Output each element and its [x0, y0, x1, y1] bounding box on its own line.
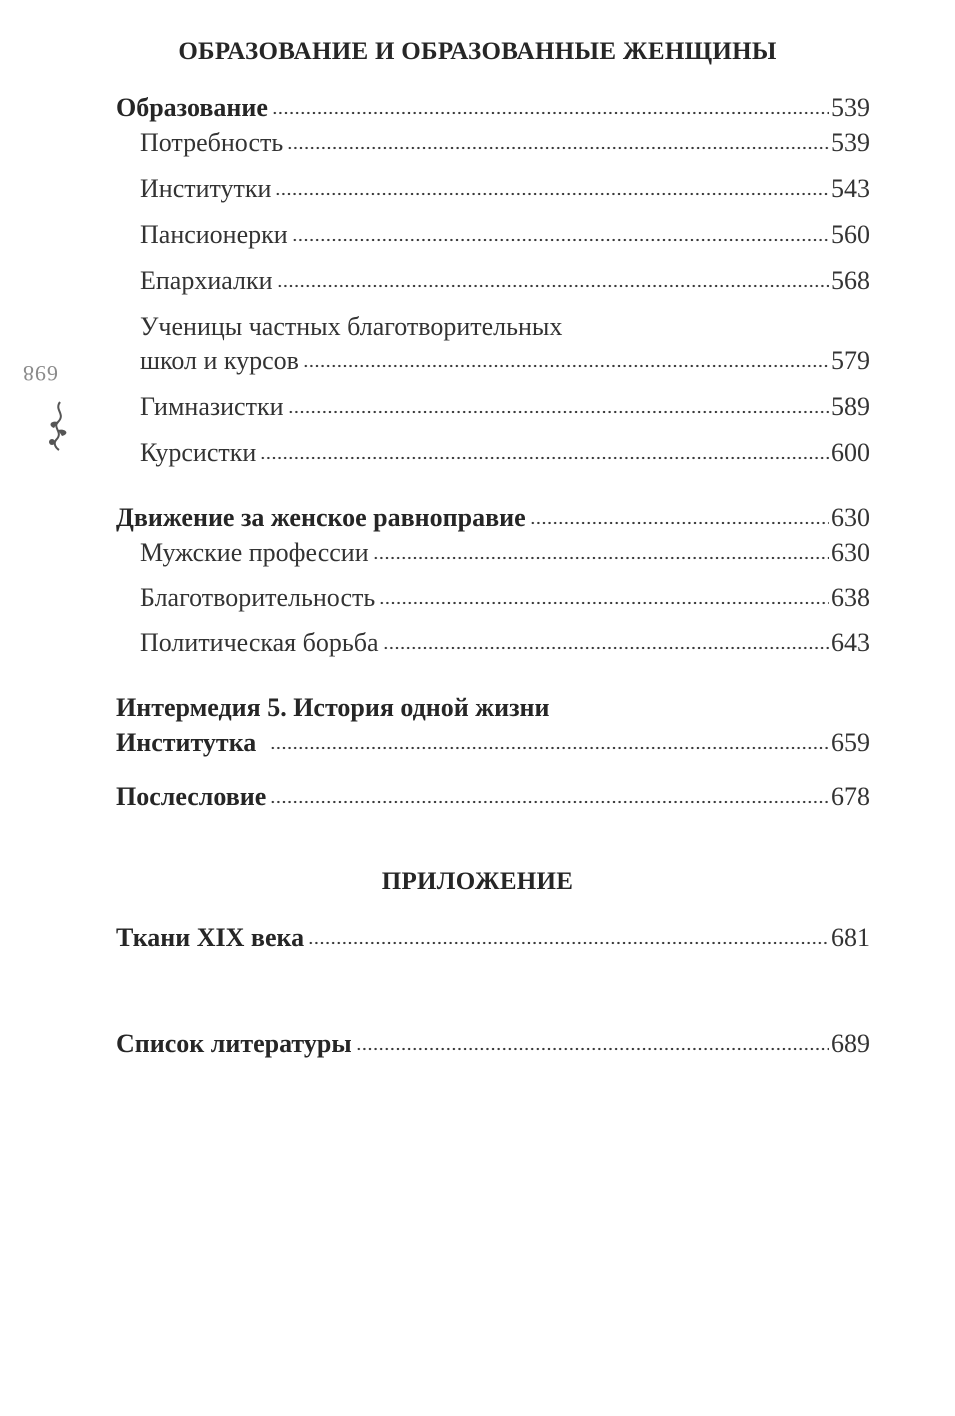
toc-entry-page: 560: [831, 220, 870, 249]
toc-entry-eparkhialki[interactable]: [140, 266, 870, 296]
toc-entry-page: 539: [831, 128, 870, 157]
toc-entry-title: Епархиалки: [140, 266, 273, 295]
dot-leader: [530, 521, 829, 525]
toc-entry-page: 589: [831, 392, 870, 421]
toc-entry-title: Мужские профессии: [140, 538, 369, 567]
toc-entry-intermedia-line1[interactable]: Интермедия 5. История одной жизни: [116, 693, 550, 722]
toc-entry-intermedia[interactable]: [116, 728, 870, 758]
dot-leader: [292, 238, 829, 242]
dot-leader: [303, 364, 829, 368]
toc-entry-page: 630: [831, 538, 870, 567]
toc-entry-title: Потребность: [140, 128, 284, 157]
dot-leader: [287, 146, 829, 150]
toc-entry-page: 630: [831, 503, 870, 532]
toc-entry-page: 579: [831, 346, 870, 375]
toc-entry-page: 543: [831, 174, 870, 203]
toc-entry-title: школ и курсов: [140, 346, 299, 375]
toc-entry-uchenitsy-line1[interactable]: Ученицы частных благотворительных: [140, 312, 563, 341]
toc-entry-page: 678: [831, 782, 870, 811]
toc-entry-page: 689: [831, 1029, 870, 1058]
dot-leader: [275, 192, 829, 196]
dot-leader: [270, 746, 829, 750]
toc-entry-title: Благотворительность: [140, 583, 376, 612]
toc-entry-page: 600: [831, 438, 870, 467]
toc-entry-pansionerki[interactable]: [140, 220, 870, 250]
dot-leader: [272, 111, 829, 115]
toc-entry-title: Движение за женское равноправие: [116, 503, 526, 532]
toc-entry-title: Гимназистки: [140, 392, 284, 421]
dot-leader: [288, 410, 830, 414]
toc-entry-title: Послесловие: [116, 782, 267, 811]
margin-page-number: 698: [22, 361, 58, 386]
toc-entry-obrazovanie[interactable]: [116, 93, 870, 123]
dot-leader: [383, 646, 830, 650]
toc-entry-title: Институтка: [116, 728, 257, 757]
toc-entry-page: 568: [831, 266, 870, 295]
toc-entry-tkani[interactable]: [116, 923, 870, 953]
toc-entry-title: Ткани XIX века: [116, 923, 305, 952]
dot-leader: [356, 1047, 829, 1051]
toc-entry-dvizhenie[interactable]: [116, 503, 870, 533]
dot-leader: [260, 456, 829, 460]
toc-entry-title: Политическая борьба: [140, 628, 379, 657]
toc-entry-uchenitsy[interactable]: [140, 346, 870, 376]
toc-entry-title: Образование: [116, 93, 268, 122]
toc-entry-potrebnost[interactable]: [140, 128, 870, 158]
toc-entry-page: 638: [831, 583, 870, 612]
section-heading-education: ОБРАЗОВАНИЕ И ОБРАЗОВАННЫЕ ЖЕНЩИНЫ: [178, 38, 777, 65]
toc-entry-posleslovie[interactable]: [116, 782, 870, 812]
toc-entry-title: Институтки: [140, 174, 272, 203]
dot-leader: [308, 941, 829, 945]
toc-entry-institutki[interactable]: [140, 174, 870, 204]
toc-entry-professii[interactable]: [140, 538, 870, 568]
toc-entry-borba[interactable]: [140, 628, 870, 658]
toc-entry-gimnazistki[interactable]: [140, 392, 870, 422]
toc-entry-page: 539: [831, 93, 870, 122]
toc-entry-page: 643: [831, 628, 870, 657]
toc-entry-title: Курсистки: [140, 438, 257, 467]
section-heading-appendix: ПРИЛОЖЕНИЕ: [381, 868, 574, 895]
fleuron-ornament-icon: [44, 400, 74, 452]
dot-leader: [379, 601, 829, 605]
toc-entry-kursistki[interactable]: [140, 438, 870, 468]
toc-entry-literatura[interactable]: [116, 1029, 870, 1059]
toc-entry-page: 659: [831, 728, 870, 757]
toc-entry-title: Пансионерки: [140, 220, 288, 249]
toc-entry-blagotvoritelnost[interactable]: [140, 583, 870, 613]
toc-entry-title: Список литературы: [116, 1029, 352, 1058]
dot-leader: [270, 800, 829, 804]
toc-entry-page: 681: [831, 923, 870, 952]
dot-leader: [373, 556, 829, 560]
dot-leader: [277, 284, 829, 288]
